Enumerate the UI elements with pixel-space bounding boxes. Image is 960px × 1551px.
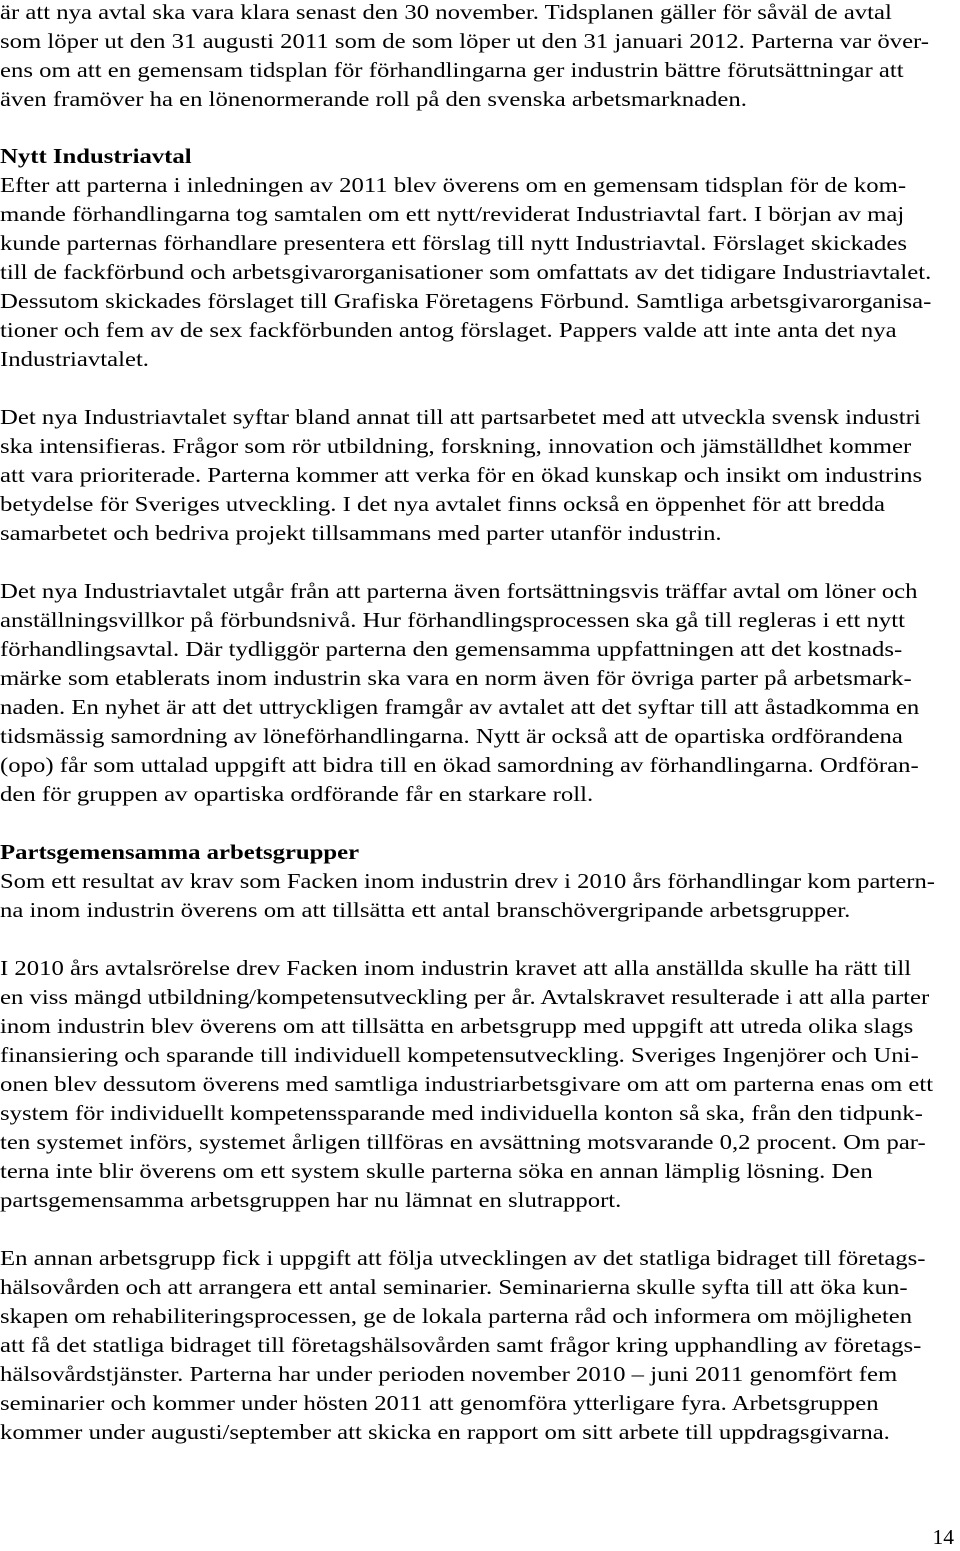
paragraph-line: Det nya Industriavtalet utgår från att parterna även fortsättningsvis träffar avtal om löner och bbox=[0, 579, 918, 603]
paragraph-line: kunde parternas förhandlare presentera ett förslag till nytt Industriavtal. Förslaget skickades bbox=[0, 231, 907, 255]
paragraph-line: inom industrin blev överens om att tillsätta en arbetsgrupp med uppgift att utreda olika slags bbox=[0, 1014, 914, 1038]
paragraph-line: märke som etablerats inom industrin ska vara en norm även för övriga parter på arbetsmark- bbox=[0, 666, 912, 690]
section-heading: Nytt Industriavtal bbox=[0, 144, 192, 168]
paragraph-line: en viss mängd utbildning/kompetensutveckling per år. Avtalskravet resulterade i att alla parter bbox=[0, 985, 930, 1009]
paragraph-line: onen blev dessutom överens med samtliga industriarbetsgivare om att om parterna enas om ett bbox=[0, 1072, 934, 1096]
paragraph-line: (opo) får som uttalad uppgift att bidra till en ökad samordning av förhandlingarna. Ordföran- bbox=[0, 753, 919, 777]
paragraph-line: finansiering och sparande till individuell kompetensutveckling. Sveriges Ingenjörer och Uni- bbox=[0, 1043, 919, 1067]
paragraph-line: hälsovårdstjänster. Parterna har under perioden november 2010 – juni 2011 genomfört fem bbox=[0, 1362, 898, 1386]
paragraph-line: samarbetet och bedriva projekt tillsammans med parter utanför industrin. bbox=[0, 521, 722, 545]
paragraph-line: till de fackförbund och arbetsgivarorganisationer som omfattats av det tidigare Industriavtalet. bbox=[0, 260, 932, 284]
paragraph-line: anställningsvillkor på förbundsnivå. Hur förhandlingsprocessen ska gå till regleras i ett nytt bbox=[0, 608, 906, 632]
section-heading: Partsgemensamma arbetsgrupper bbox=[0, 840, 360, 864]
paragraph-line: Som ett resultat av krav som Facken inom industrin drev i 2010 års förhandlingar kom partern- bbox=[0, 869, 935, 893]
paragraph-line: naden. En nyhet är att det uttryckligen framgår av avtalet att det syftar till att åstadkomma en bbox=[0, 695, 920, 719]
paragraph-line: skapen om rehabiliteringsprocessen, ge de lokala parterna råd och informera om möjligheten bbox=[0, 1304, 912, 1328]
paragraph-line: Industriavtalet. bbox=[0, 347, 149, 371]
paragraph-line: även framöver ha en lönenormerande roll på den svenska arbetsmarknaden. bbox=[0, 87, 747, 111]
paragraph-line: tidsmässig samordning av löneförhandlingarna. Nytt är också att de opartiska ordförandena bbox=[0, 724, 903, 748]
paragraph-line: system för individuellt kompetenssparande med individuella konton så ska, från den tidpunk- bbox=[0, 1101, 923, 1125]
page-number: 14 bbox=[932, 1525, 954, 1549]
paragraph-line: den för gruppen av opartiska ordförande får en starkare roll. bbox=[0, 782, 594, 806]
paragraph-line: na inom industrin överens om att tillsätta ett antal branschövergripande arbetsgrupper. bbox=[0, 898, 851, 922]
paragraph-line: betydelse för Sveriges utveckling. I det nya avtalet finns också en öppenhet för att bredda bbox=[0, 492, 885, 516]
paragraph-line: Efter att parterna i inledningen av 2011 blev överens om en gemensam tidsplan för de kom- bbox=[0, 173, 907, 197]
paragraph-line: ens om att en gemensam tidsplan för förhandlingarna ger industrin bättre förutsättningar att bbox=[0, 58, 904, 82]
paragraph-line: terna inte blir överens om ett system skulle parterna söka en annan lämplig lösning. Den bbox=[0, 1159, 873, 1183]
paragraph-line: ska intensifieras. Frågor som rör utbildning, forskning, innovation och jämställdhet kommer bbox=[0, 434, 912, 458]
paragraph-line: förhandlingsavtal. Där tydliggör parterna den gemensamma uppfattningen att det kostnads- bbox=[0, 637, 903, 661]
paragraph-line: hälsovården och att arrangera ett antal seminarier. Seminarierna skulle syfta till att öka kun- bbox=[0, 1275, 908, 1299]
paragraph-line: I 2010 års avtalsrörelse drev Facken inom industrin kravet att alla anställda skulle ha rätt till bbox=[0, 956, 912, 980]
paragraph-line: tioner och fem av de sex fackförbunden antog förslaget. Pappers valde att inte anta det nya bbox=[0, 318, 897, 342]
paragraph-line: ten systemet införs, systemet årligen tillföras en avsättning motsvarande 0,2 procent. Om par- bbox=[0, 1130, 926, 1154]
paragraph-line: partsgemensamma arbetsgruppen har nu lämnat en slutrapport. bbox=[0, 1188, 622, 1212]
paragraph-line: seminarier och kommer under hösten 2011 att genomföra ytterligare fyra. Arbetsgruppen bbox=[0, 1391, 879, 1415]
paragraph-line: Dessutom skickades förslaget till Grafiska Företagens Förbund. Samtliga arbetsgivarorganisa- bbox=[0, 289, 932, 313]
paragraph-line: mande förhandlingarna tog samtalen om ett nytt/reviderat Industriavtal fart. I början av maj bbox=[0, 202, 905, 226]
paragraph-line: att få det statliga bidraget till företagshälsovården samt frågor kring upphandling av företags- bbox=[0, 1333, 922, 1357]
paragraph-line: som löper ut den 31 augusti 2011 som de som löper ut den 31 januari 2012. Parterna var över- bbox=[0, 29, 930, 53]
paragraph-line: Det nya Industriavtalet syftar bland annat till att partsarbetet med att utveckla svensk industri bbox=[0, 405, 921, 429]
paragraph-line: En annan arbetsgrupp fick i uppgift att följa utvecklingen av det statliga bidraget till företags- bbox=[0, 1246, 926, 1270]
paragraph-line: kommer under augusti/september att skicka en rapport om sitt arbete till uppdragsgivarna. bbox=[0, 1420, 890, 1444]
paragraph-line: att vara prioriterade. Parterna kommer att verka för en ökad kunskap och insikt om industrins bbox=[0, 463, 923, 487]
paragraph-line: är att nya avtal ska vara klara senast den 30 november. Tidsplanen gäller för såväl de avtal bbox=[0, 0, 892, 24]
